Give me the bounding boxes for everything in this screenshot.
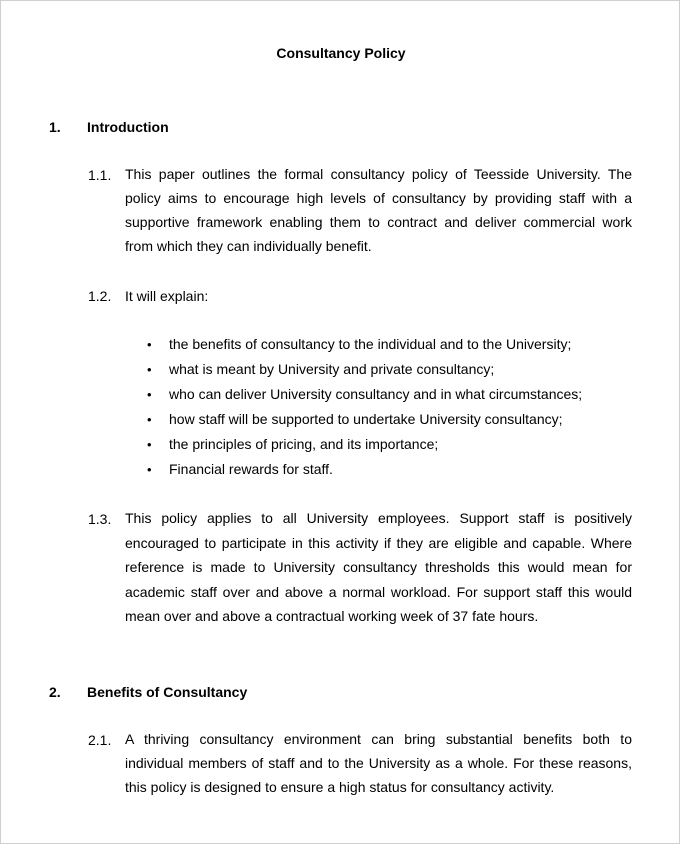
subsection-number: 1.3. xyxy=(88,511,112,527)
subsection-number: 1.2. xyxy=(88,288,112,304)
section-number: 1. xyxy=(49,119,61,135)
list-item: how staff will be supported to undertake University consultancy; xyxy=(169,411,563,427)
section-heading-benefits: Benefits of Consultancy xyxy=(87,684,248,700)
subsection-number: 2.1. xyxy=(88,732,112,748)
list-item: the benefits of consultancy to the individual and to the University; xyxy=(169,336,572,352)
section-number: 2. xyxy=(49,684,61,700)
section-heading-introduction: Introduction xyxy=(87,119,169,135)
paragraph-1-3: This policy applies to all University employees. Support staff is positively encouraged to participate in this activity if they are eligible and capable. Where reference is made to University consultancy thresholds this would mean for academic staff over and above a normal workload. For support staff this would mean over and above a contractual working week of 37 fate hours. xyxy=(125,510,632,624)
paragraph-2-1: A thriving consultancy environment can bring substantial benefits both to individual members of staff and to the University as a whole. For these reasons, this policy is designed to ensure a high status for consultancy activity. xyxy=(125,731,632,795)
list-item: Financial rewards for staff. xyxy=(169,461,333,477)
bullet-icon: • xyxy=(147,412,152,427)
bullet-icon: • xyxy=(147,437,152,452)
list-item: what is meant by University and private consultancy; xyxy=(169,361,495,377)
bullet-icon: • xyxy=(147,337,152,352)
bullet-icon: • xyxy=(147,362,152,377)
subsection-number: 1.1. xyxy=(88,167,112,183)
list-item: the principles of pricing, and its importance; xyxy=(169,436,439,452)
list-item: who can deliver University consultancy and in what circumstances; xyxy=(169,386,583,402)
paragraph-1-2: It will explain: xyxy=(125,288,209,304)
bullet-icon: • xyxy=(147,387,152,402)
paragraph-1-1: This paper outlines the formal consultancy policy of Teesside University. The policy aims to encourage high levels of consultancy by providing staff with a supportive framework enabling them to contract and deliver commercial work from which they can individually benefit. xyxy=(125,166,632,254)
bullet-icon: • xyxy=(147,462,152,477)
document-title: Consultancy Policy xyxy=(276,45,406,61)
